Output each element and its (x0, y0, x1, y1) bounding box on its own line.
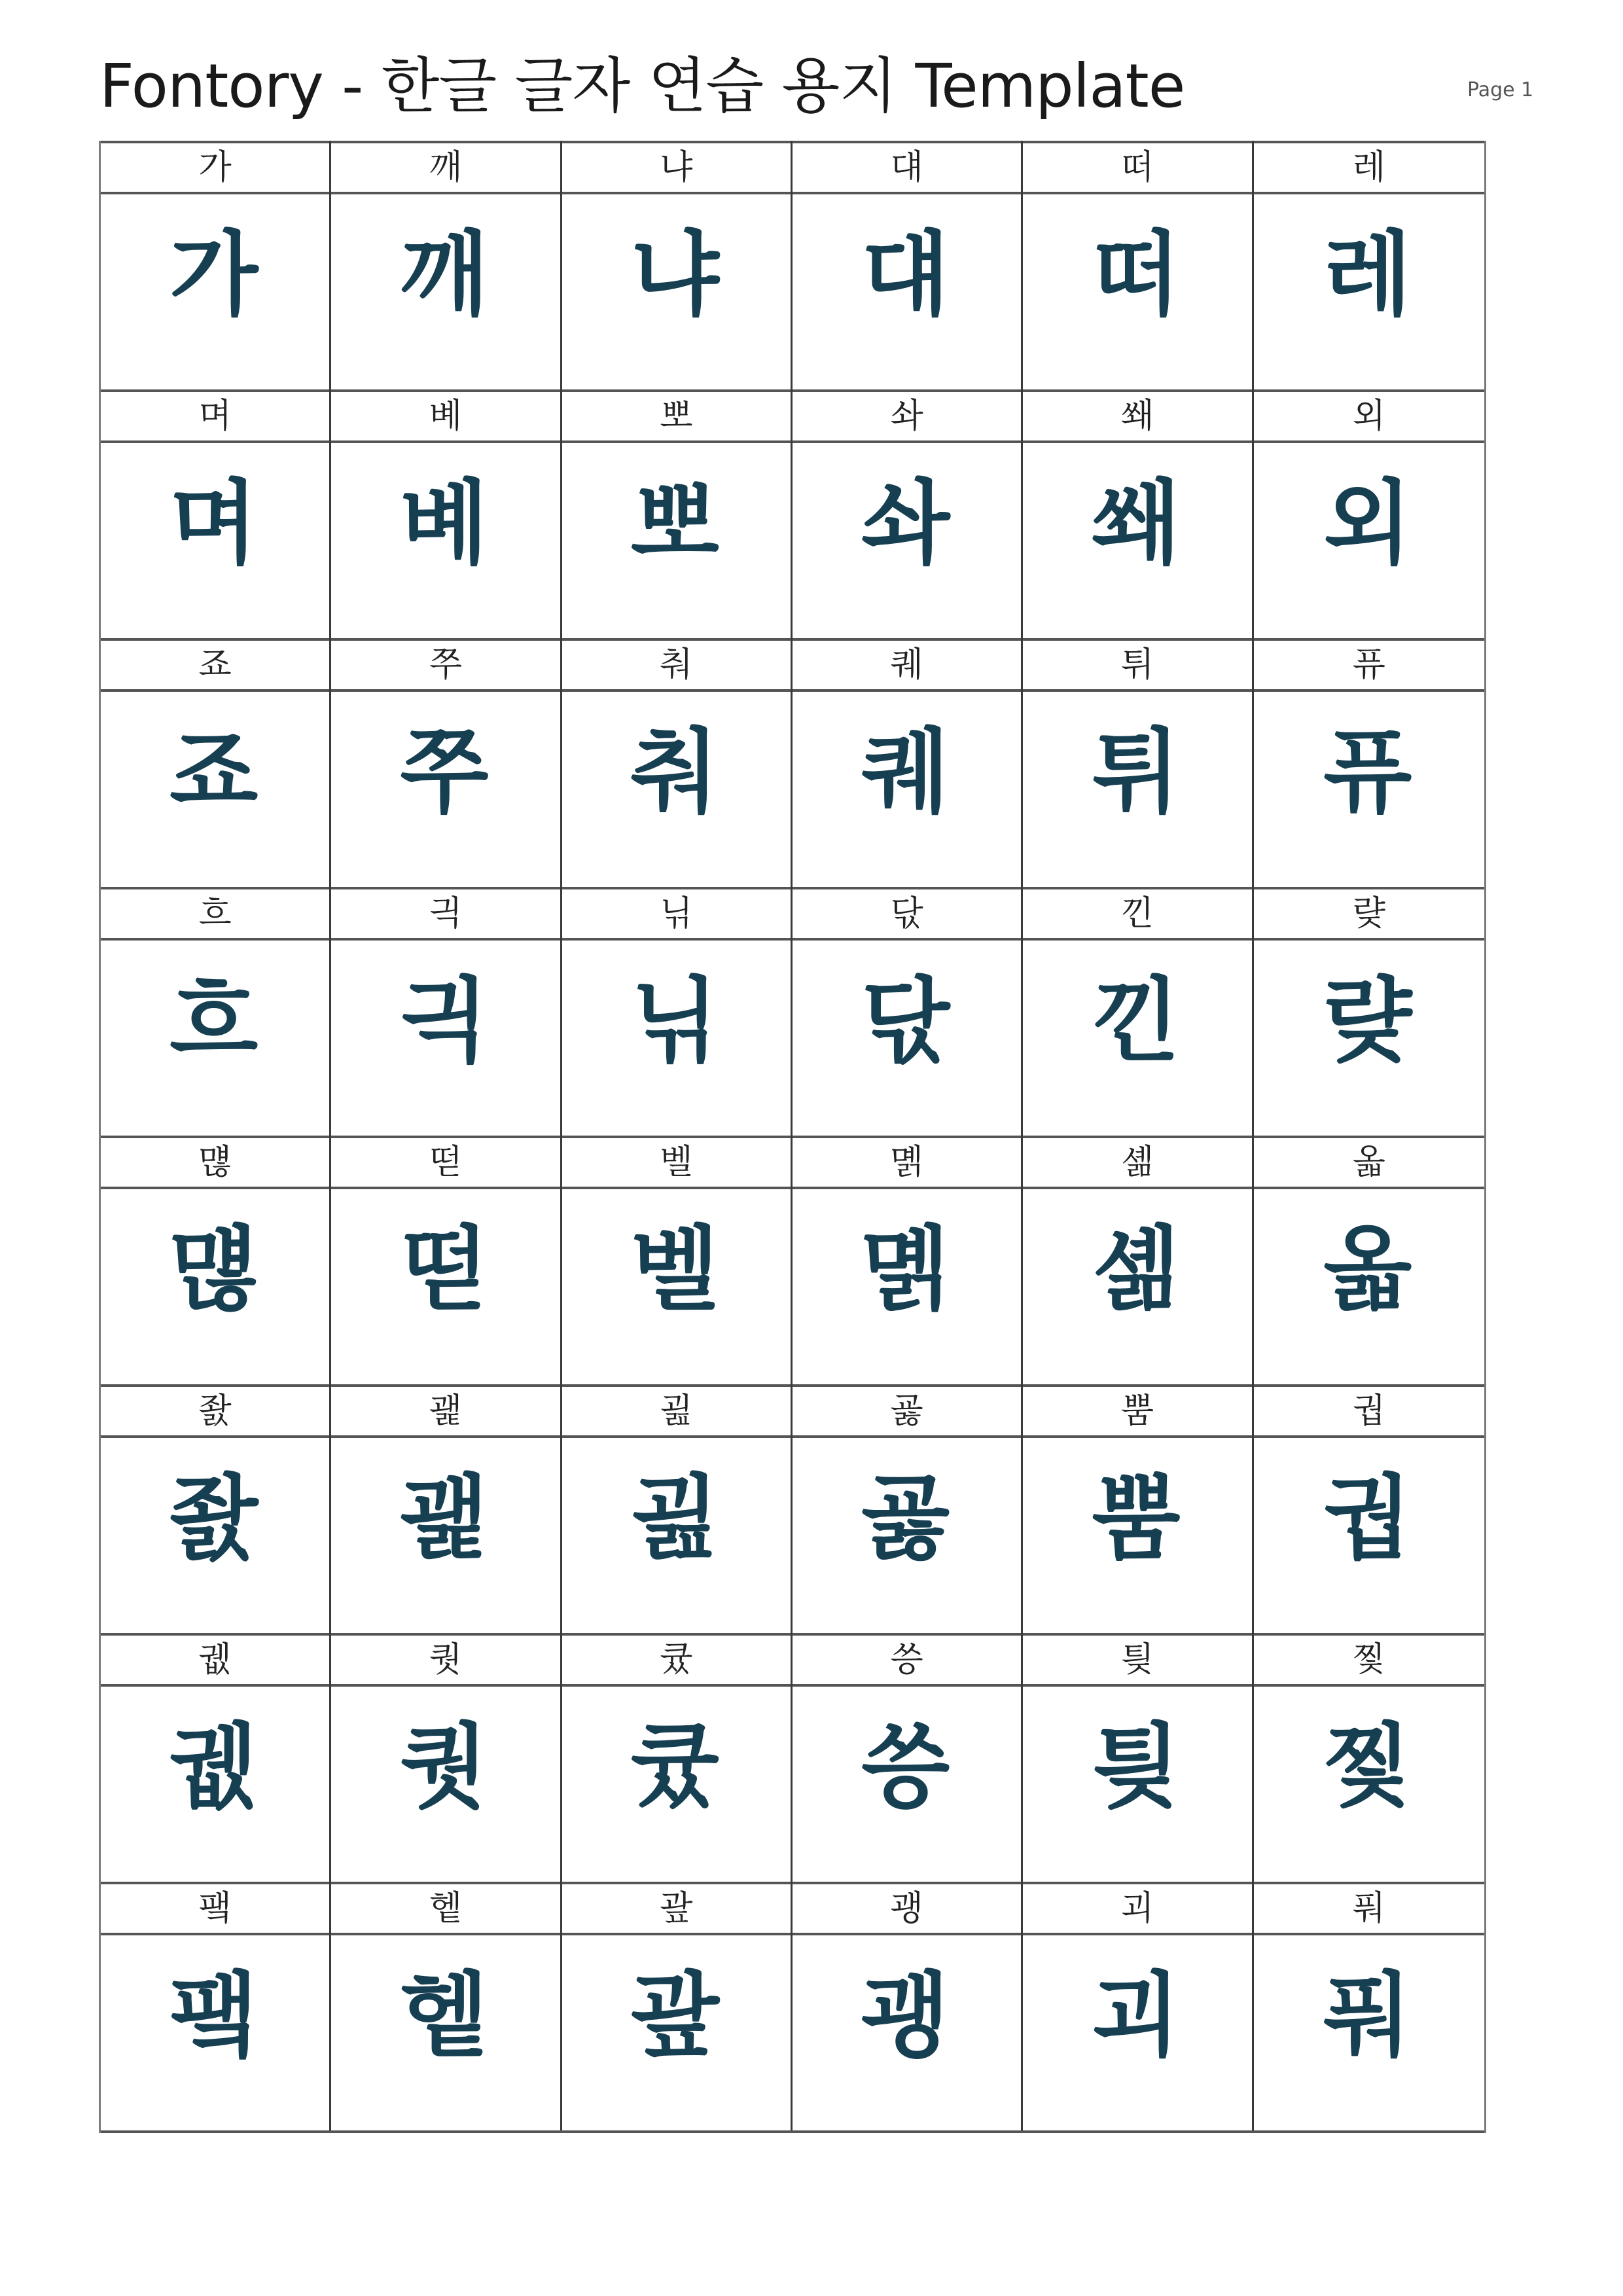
cell-reference-label: 퓨 (1254, 638, 1484, 692)
cell-reference-label: 뿜 (1023, 1384, 1251, 1438)
cell-writing-area[interactable] (793, 692, 1021, 887)
page-title: Fontory - 한글 글자 연습 용지 Template (99, 51, 1185, 121)
cell-reference-label: 옯 (1254, 1136, 1484, 1189)
cell-writing-area[interactable] (1023, 1935, 1251, 2130)
grid-cell (331, 638, 562, 887)
cell-writing-area[interactable] (331, 1189, 560, 1384)
cell-writing-area[interactable] (1023, 194, 1251, 389)
grid-cell (331, 389, 562, 638)
cell-reference-label: 괭 (793, 1882, 1021, 1935)
cell-writing-area[interactable] (562, 941, 791, 1136)
cell-reference-label: 닊 (562, 887, 791, 941)
handwritten-glyph: 괥 (400, 1465, 491, 1572)
grid-cell (793, 1633, 1023, 1882)
cell-writing-area[interactable] (793, 194, 1021, 389)
grid-row (101, 141, 1484, 389)
handwritten-glyph: 헽 (400, 1963, 491, 2070)
cell-writing-area[interactable] (793, 1189, 1021, 1384)
grid-cell (1254, 141, 1484, 389)
cell-writing-area[interactable] (793, 941, 1021, 1136)
grid-cell (1023, 638, 1253, 887)
cell-reference-label: 풔 (1254, 1882, 1484, 1935)
grid-cell (1023, 389, 1253, 638)
cell-writing-area[interactable] (562, 1687, 791, 1882)
cell-reference-label: 댸 (793, 141, 1021, 194)
handwritten-glyph: 쭈 (400, 719, 491, 826)
cell-writing-area[interactable] (101, 941, 329, 1136)
cell-writing-area[interactable] (331, 194, 560, 389)
cell-writing-area[interactable] (1254, 692, 1484, 887)
grid-cell (793, 638, 1023, 887)
practice-grid (99, 141, 1486, 2133)
cell-reference-label: 냐 (562, 141, 791, 194)
cell-writing-area[interactable] (1254, 1935, 1484, 2130)
cell-reference-label: 긕 (331, 887, 560, 941)
handwritten-glyph: 가 (169, 222, 261, 329)
cell-reference-label: 며 (101, 389, 329, 443)
cell-reference-label: 뽀 (562, 389, 791, 443)
handwritten-glyph: 흐 (169, 968, 261, 1075)
handwritten-glyph: 퀏 (400, 1714, 491, 1821)
grid-cell (1254, 638, 1484, 887)
cell-writing-area[interactable] (562, 1935, 791, 2130)
cell-reference-label: 레 (1254, 141, 1484, 194)
cell-reference-label: 솨 (793, 389, 1021, 443)
handwritten-glyph: 솨 (861, 471, 953, 577)
cell-reference-label: 깨 (331, 141, 560, 194)
handwritten-glyph: 낀 (1092, 968, 1183, 1075)
cell-reference-label: 괴 (1023, 1882, 1251, 1935)
cell-writing-area[interactable] (1023, 1189, 1251, 1384)
cell-writing-area[interactable] (101, 1189, 329, 1384)
handwritten-glyph: 떠 (1092, 222, 1183, 329)
handwritten-glyph: 며 (169, 471, 261, 577)
grid-cell (562, 887, 793, 1136)
cell-reference-label: 볘 (331, 389, 560, 443)
cell-reference-label: 가 (101, 141, 329, 194)
cell-reference-label: 떧 (331, 1136, 560, 1189)
grid-cell (793, 887, 1023, 1136)
cell-writing-area[interactable] (331, 1935, 560, 2130)
handwritten-glyph: 퀘 (861, 719, 953, 826)
cell-writing-area[interactable] (1254, 194, 1484, 389)
handwritten-glyph: 풔 (1323, 1963, 1415, 2070)
handwritten-glyph: 냐 (630, 222, 722, 329)
grid-cell (562, 1384, 793, 1633)
cell-writing-area[interactable] (562, 1438, 791, 1633)
handwritten-glyph: 궙 (1323, 1465, 1415, 1572)
cell-writing-area[interactable] (1254, 1189, 1484, 1384)
cell-reference-label: 먢 (101, 1136, 329, 1189)
handwritten-glyph: 댸 (861, 222, 953, 329)
handwritten-glyph: 닊 (630, 968, 722, 1075)
cell-writing-area[interactable] (1254, 1687, 1484, 1882)
grid-cell (562, 389, 793, 638)
grid-cell (1254, 887, 1484, 1136)
handwritten-glyph: 퓨 (1323, 719, 1415, 826)
grid-cell (101, 141, 331, 389)
handwritten-glyph: 긕 (400, 968, 491, 1075)
grid-cell (101, 1633, 331, 1882)
cell-reference-label: 흐 (101, 887, 329, 941)
cell-writing-area[interactable] (101, 692, 329, 887)
handwritten-glyph: 좘 (169, 1465, 261, 1572)
grid-cell (1254, 389, 1484, 638)
handwritten-glyph: 괭 (861, 1963, 953, 2070)
cell-writing-area[interactable] (101, 1438, 329, 1633)
handwritten-glyph: 몕 (861, 1217, 953, 1323)
grid-cell (562, 1136, 793, 1384)
handwritten-glyph: 뿜 (1092, 1465, 1183, 1572)
cell-reference-label: 궶 (101, 1633, 329, 1687)
grid-cell (793, 1882, 1023, 2130)
cell-reference-label: 굟 (793, 1384, 1021, 1438)
handwritten-glyph: 벨 (630, 1217, 722, 1323)
cell-reference-label: 좘 (101, 1384, 329, 1438)
grid-cell (793, 389, 1023, 638)
cell-reference-label: 씅 (793, 1633, 1021, 1687)
cell-reference-label: 낀 (1023, 887, 1251, 941)
cell-writing-area[interactable] (1023, 443, 1251, 638)
handwritten-glyph: 셺 (1092, 1217, 1183, 1323)
grid-cell (331, 1384, 562, 1633)
cell-writing-area[interactable] (331, 443, 560, 638)
handwritten-glyph: 레 (1323, 222, 1415, 329)
grid-cell (101, 1136, 331, 1384)
cell-reference-label: 떠 (1023, 141, 1251, 194)
grid-row (101, 389, 1484, 638)
cell-writing-area[interactable] (562, 692, 791, 887)
grid-cell (1023, 1882, 1253, 2130)
cell-reference-label: 럊 (1254, 887, 1484, 941)
cell-writing-area[interactable] (562, 1189, 791, 1384)
cell-reference-label: 몕 (793, 1136, 1021, 1189)
handwritten-glyph: 깨 (400, 222, 491, 329)
grid-cell (793, 1136, 1023, 1384)
cell-reference-label: 쭈 (331, 638, 560, 692)
grid-cell (101, 638, 331, 887)
handwritten-glyph: 퍀 (169, 1963, 261, 2070)
grid-cell (1023, 1633, 1253, 1882)
grid-cell (793, 1384, 1023, 1633)
grid-bottom-border (101, 2130, 1484, 2133)
cell-writing-area[interactable] (331, 1687, 560, 1882)
cell-reference-label: 쐐 (1023, 389, 1251, 443)
handwritten-glyph: 볘 (400, 471, 491, 577)
grid-row (101, 887, 1484, 1136)
grid-cell (331, 1633, 562, 1882)
cell-writing-area[interactable] (331, 1438, 560, 1633)
grid-cell (562, 1882, 793, 2130)
grid-cell (1023, 1384, 1253, 1633)
grid-row (101, 1384, 1484, 1633)
handwritten-glyph: 괴 (1092, 1963, 1183, 2070)
cell-reference-label: 괖 (562, 1882, 791, 1935)
cell-writing-area[interactable] (793, 443, 1021, 638)
cell-reference-label: 외 (1254, 389, 1484, 443)
cell-reference-label: 큤 (562, 1633, 791, 1687)
cell-writing-area[interactable] (101, 1935, 329, 2130)
handwritten-glyph: 떧 (400, 1217, 491, 1323)
grid-cell (1254, 1633, 1484, 1882)
handwritten-glyph: 외 (1323, 471, 1415, 577)
grid-cell (101, 389, 331, 638)
grid-cell (331, 1136, 562, 1384)
grid-row (101, 1136, 1484, 1384)
handwritten-glyph: 큤 (630, 1714, 722, 1821)
cell-reference-label: 퍀 (101, 1882, 329, 1935)
cell-writing-area[interactable] (1254, 443, 1484, 638)
cell-writing-area[interactable] (562, 194, 791, 389)
grid-row (101, 638, 1484, 887)
handwritten-glyph: 뽀 (630, 471, 722, 577)
cell-reference-label: 닧 (793, 887, 1021, 941)
cell-writing-area[interactable] (331, 941, 560, 1136)
grid-cell (331, 141, 562, 389)
handwritten-glyph: 닧 (861, 968, 953, 1075)
cell-writing-area[interactable] (562, 443, 791, 638)
cell-writing-area[interactable] (101, 443, 329, 638)
cell-reference-label: 튀 (1023, 638, 1251, 692)
handwritten-glyph: 괖 (630, 1963, 722, 2070)
grid-cell (562, 1633, 793, 1882)
grid-cell (793, 141, 1023, 389)
cell-writing-area[interactable] (793, 1438, 1021, 1633)
grid-cell (101, 887, 331, 1136)
cell-reference-label: 괥 (331, 1384, 560, 1438)
grid-row (101, 1882, 1484, 2130)
cell-writing-area[interactable] (793, 1687, 1021, 1882)
cell-reference-label: 죠 (101, 638, 329, 692)
grid-row (101, 1633, 1484, 1882)
handwritten-glyph: 굂 (630, 1465, 722, 1572)
grid-cell (1023, 1136, 1253, 1384)
cell-reference-label: 춰 (562, 638, 791, 692)
cell-writing-area[interactable] (793, 1935, 1021, 2130)
grid-cell (562, 638, 793, 887)
handwritten-glyph: 춰 (630, 719, 722, 826)
cell-writing-area[interactable] (1254, 941, 1484, 1136)
cell-writing-area[interactable] (331, 692, 560, 887)
cell-reference-label: 굂 (562, 1384, 791, 1438)
handwritten-glyph: 틪 (1092, 1714, 1183, 1821)
cell-writing-area[interactable] (101, 194, 329, 389)
handwritten-glyph: 굟 (861, 1465, 953, 1572)
page-number: Page 1 (1467, 79, 1534, 101)
handwritten-glyph: 찣 (1323, 1714, 1415, 1821)
grid-cell (1254, 1136, 1484, 1384)
cell-reference-label: 궙 (1254, 1384, 1484, 1438)
handwritten-glyph: 죠 (169, 719, 261, 826)
cell-reference-label: 퀘 (793, 638, 1021, 692)
handwritten-glyph: 씅 (861, 1714, 953, 1821)
handwritten-glyph: 먢 (169, 1217, 261, 1323)
handwritten-glyph: 궶 (169, 1714, 261, 1821)
grid-cell (1254, 1384, 1484, 1633)
handwritten-glyph: 튀 (1092, 719, 1183, 826)
cell-reference-label: 셺 (1023, 1136, 1251, 1189)
handwritten-glyph: 쐐 (1092, 471, 1183, 577)
grid-cell (562, 141, 793, 389)
grid-cell (1254, 1882, 1484, 2130)
grid-cell (101, 1384, 331, 1633)
grid-cell (331, 887, 562, 1136)
cell-writing-area[interactable] (1254, 1438, 1484, 1633)
cell-reference-label: 퀏 (331, 1633, 560, 1687)
cell-writing-area[interactable] (101, 1687, 329, 1882)
cell-reference-label: 틪 (1023, 1633, 1251, 1687)
grid-cell (1023, 887, 1253, 1136)
grid-cell (101, 1882, 331, 2130)
cell-writing-area[interactable] (1023, 941, 1251, 1136)
grid-cell (331, 1882, 562, 2130)
cell-writing-area[interactable] (1023, 1687, 1251, 1882)
cell-writing-area[interactable] (1023, 1438, 1251, 1633)
cell-reference-label: 헽 (331, 1882, 560, 1935)
cell-writing-area[interactable] (1023, 692, 1251, 887)
cell-reference-label: 벨 (562, 1136, 791, 1189)
grid-cell (1023, 141, 1253, 389)
handwritten-glyph: 럊 (1323, 968, 1415, 1075)
cell-reference-label: 찣 (1254, 1633, 1484, 1687)
handwritten-glyph: 옯 (1323, 1217, 1415, 1323)
